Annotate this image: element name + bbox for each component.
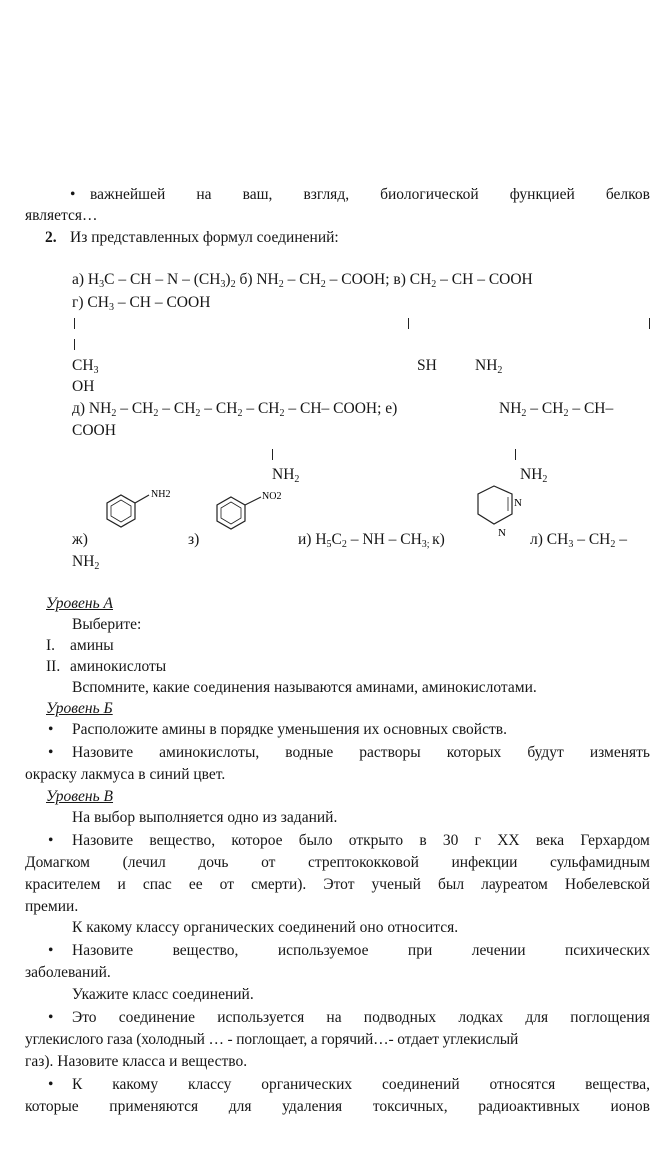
word: удаления <box>282 1098 343 1115</box>
word: века <box>535 832 565 849</box>
word: открыто <box>348 832 404 849</box>
word: лечении <box>471 942 526 959</box>
formula-line-d: д) $NH_2 - CH_2 - CH_2 - CH_2 - CH_2 - CH-$ COOH; е) <box>72 400 398 419</box>
word: психических <box>564 942 650 959</box>
word: белков <box>605 186 650 203</box>
word: на <box>326 1009 342 1026</box>
word: для <box>228 1098 252 1115</box>
substituent-nh2: $NH_2$ <box>520 466 548 485</box>
level-v-task-1-question: К какому классу органических соединений оно относится. <box>72 919 459 936</box>
word: токсичных, <box>372 1098 448 1115</box>
list-number: II. <box>46 658 61 675</box>
level-b-task-1: Расположите амины в порядке уменьшения их основных свойств. <box>72 721 507 738</box>
substituent-nh2: $NH_2$ <box>272 466 300 485</box>
list-item-amines: амины <box>70 637 114 654</box>
bullet: • <box>48 942 54 959</box>
word: смерти). <box>251 876 307 893</box>
word: используется <box>217 1009 305 1026</box>
level-v-task-4-line-1 <box>72 1075 650 1095</box>
level-a-heading: Уровень А <box>46 595 114 612</box>
word: поглощения <box>570 1009 650 1026</box>
nitro-group-label: NO2 <box>262 491 282 502</box>
intro-line-2: является… <box>25 207 98 224</box>
label-z: з) <box>188 531 200 548</box>
word: К <box>72 1076 83 1093</box>
word: 30 <box>442 832 459 849</box>
word: какому <box>112 1076 159 1093</box>
word: Назовите <box>72 832 134 849</box>
word: которых <box>446 744 502 761</box>
word: от <box>219 876 234 893</box>
word: функцией <box>509 186 575 203</box>
question-text: Из представленных формул соединений: <box>70 229 339 246</box>
word: относятся <box>489 1076 556 1093</box>
level-v-task-3-line-1 <box>72 1008 650 1028</box>
word: г <box>474 832 481 849</box>
word: Это <box>72 1009 97 1026</box>
word: был <box>438 876 465 893</box>
word: и <box>117 876 126 893</box>
formula-line-a-b-v: а) $H_3C$ – CH – N – $(CH_3)_2$ б) $NH_2 - CH_2$ – COOH; в) $CH_2$ – CH – COOH <box>72 271 533 290</box>
nitrobenzene-structure <box>205 485 305 545</box>
level-v-task-2-line-1 <box>72 941 650 961</box>
word: Этот <box>323 876 355 893</box>
bond-line <box>74 339 75 350</box>
aniline-structure <box>95 485 195 545</box>
word: соединений <box>381 1076 460 1093</box>
formula-cooh: COOH <box>72 422 116 439</box>
bullet: • <box>48 721 54 738</box>
level-v-task-1-line-3 <box>25 875 650 895</box>
bond-line <box>515 449 516 460</box>
level-v-task-3-line-2: углекислого газа (холодный … - поглощает, а горячий…- отдает углекислый <box>25 1031 519 1048</box>
word: Назовите <box>72 942 134 959</box>
word: Герхардом <box>580 832 650 849</box>
word: Нобелевской <box>564 876 650 893</box>
level-v-task-1-line-1 <box>72 831 650 851</box>
word: было <box>298 832 333 849</box>
word: аминокислоты, <box>159 744 260 761</box>
intro-line-1 <box>90 185 650 205</box>
word: которые <box>25 1098 79 1115</box>
word: растворы <box>359 744 421 761</box>
word: лодках <box>458 1009 504 1026</box>
pyrimidine-structure <box>472 478 532 538</box>
word: XX <box>497 832 520 849</box>
word: (лечил <box>122 854 166 871</box>
level-v-task-2-question: Укажите класс соединений. <box>72 986 254 1003</box>
amino-group-label: NH2 <box>151 489 171 500</box>
substituent-nh2: $NH_2$ <box>72 553 100 572</box>
formula-line-g: г) $CH_3$ – CH – COOH <box>72 294 211 313</box>
word: вещество, <box>172 942 239 959</box>
level-b-task-2-line-1 <box>72 743 650 763</box>
level-v-task-4-line-2 <box>25 1097 650 1117</box>
level-v-heading: Уровень В <box>46 788 114 805</box>
word: применяются <box>109 1098 199 1115</box>
word: соединение <box>118 1009 196 1026</box>
word: на <box>196 186 212 203</box>
label-zh: ж) <box>72 531 88 548</box>
substituent-oh: OH <box>72 378 95 395</box>
question-number: 2. <box>45 229 57 246</box>
word: взгляд, <box>303 186 350 203</box>
list-item-amino-acids: аминокислоты <box>70 658 167 675</box>
word: ученый <box>371 876 421 893</box>
level-b-heading: Уровень Б <box>46 700 113 717</box>
level-b-task-2-line-2: окраску лакмуса в синий цвет. <box>25 766 226 783</box>
word: радиоактивных <box>478 1098 580 1115</box>
word: инфекции <box>451 854 518 871</box>
word: вещества, <box>585 1076 650 1093</box>
substituent-sh: SH <box>417 357 437 374</box>
word: вещество, <box>149 832 216 849</box>
word: лауреатом <box>481 876 548 893</box>
bond-line <box>649 318 650 329</box>
bond-line <box>74 318 75 329</box>
nitrogen-label: N <box>498 527 506 538</box>
substituent-nh2: $NH_2$ <box>475 357 503 376</box>
word: Домагком <box>25 854 90 871</box>
nitrogen-label: N <box>514 497 522 509</box>
level-v-task-2-line-2: заболеваний. <box>25 964 111 981</box>
word: используемое <box>277 942 369 959</box>
level-v-choice: На выбор выполняется одно из заданий. <box>72 809 338 826</box>
word: ваш, <box>242 186 273 203</box>
level-a-recall: Вспомните, какие соединения называются аминами, аминокислотами. <box>72 679 537 696</box>
word: дочь <box>198 854 229 871</box>
level-v-task-1-line-4: премии. <box>25 898 79 915</box>
word: органических <box>261 1076 353 1093</box>
bullet: • <box>48 1076 54 1093</box>
substituent-ch3: $CH_3$ <box>72 357 99 376</box>
word: для <box>525 1009 549 1026</box>
word: красителем <box>25 876 101 893</box>
word: подводных <box>363 1009 437 1026</box>
level-v-task-3-line-3: газ). Назовите класса и вещество. <box>25 1053 248 1070</box>
word: будут <box>527 744 564 761</box>
word: стрептококковой <box>308 854 419 871</box>
bullet: • <box>70 186 76 203</box>
bond-line <box>272 449 273 460</box>
word: ее <box>188 876 203 893</box>
word: при <box>407 942 433 959</box>
word: от <box>261 854 276 871</box>
word: спас <box>142 876 172 893</box>
word: важнейшей <box>90 186 166 203</box>
bond-line <box>408 318 409 329</box>
bullet: • <box>48 832 54 849</box>
word: биологической <box>380 186 479 203</box>
word: классу <box>187 1076 232 1093</box>
bullet: • <box>48 1009 54 1026</box>
word: в <box>419 832 427 849</box>
word: водные <box>285 744 334 761</box>
word: сульфамидным <box>550 854 650 871</box>
formula-line-e: $NH_2 - CH_2 - CH-$ <box>499 400 614 419</box>
level-v-task-1-line-2 <box>25 853 650 873</box>
bullet: • <box>48 744 54 761</box>
word: Назовите <box>72 744 134 761</box>
word: изменять <box>589 744 650 761</box>
list-number: I. <box>46 637 56 654</box>
word: которое <box>231 832 283 849</box>
formula-line-l: л) $CH_3 - CH_2$ – <box>530 531 627 550</box>
formula-line-i-k: и) $H_5C_2$ – NH – $CH_{3;}$ к) <box>298 531 445 550</box>
level-a-choose: Выберите: <box>72 616 142 633</box>
word: ионов <box>610 1098 650 1115</box>
